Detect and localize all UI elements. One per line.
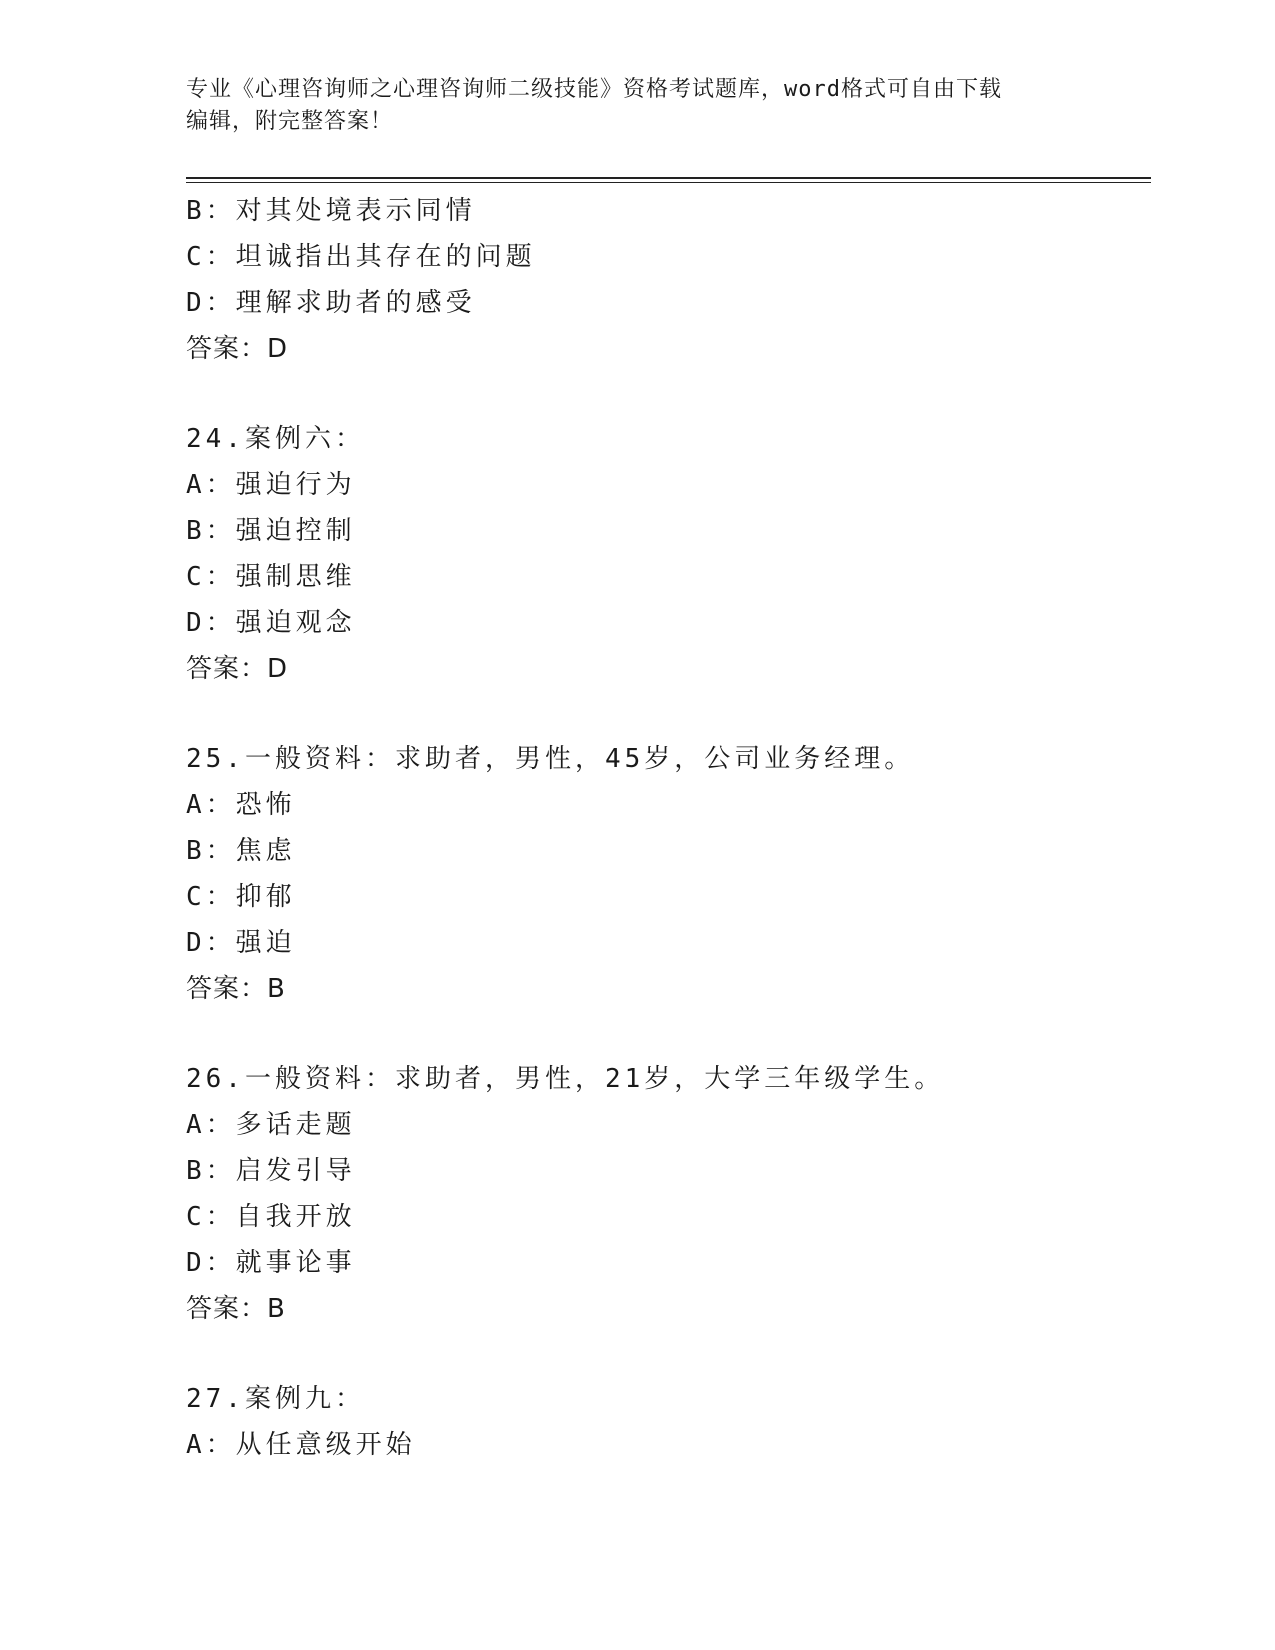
question-stem: 25.一般资料：求助者，男性，45岁，公司业务经理。 xyxy=(186,744,915,774)
question-23-continued xyxy=(186,188,1146,372)
option-a: A：恐怖 xyxy=(186,790,296,820)
option-d: D：理解求助者的感受 xyxy=(186,288,476,318)
header-divider-thick xyxy=(186,177,1151,179)
answer-line: 答案：D xyxy=(186,334,289,364)
answer-line: 答案：D xyxy=(186,654,289,684)
question-stem: 26.一般资料：求助者，男性，21岁，大学三年级学生。 xyxy=(186,1064,945,1094)
question-25 xyxy=(186,736,1146,1012)
document-header xyxy=(186,74,1066,138)
question-26 xyxy=(186,1056,1146,1332)
option-b: B：启发引导 xyxy=(186,1156,356,1186)
option-c: C：坦诚指出其存在的问题 xyxy=(186,242,536,272)
option-a: A：从任意级开始 xyxy=(186,1430,416,1460)
option-d: D：就事论事 xyxy=(186,1248,356,1278)
option-a: A：强迫行为 xyxy=(186,470,356,500)
answer-line: 答案：B xyxy=(186,1294,286,1324)
question-list xyxy=(186,188,1146,1468)
header-line-2: 编辑，附完整答案！ xyxy=(186,109,394,134)
option-d: D：强迫观念 xyxy=(186,608,356,638)
header-divider-thin xyxy=(186,182,1151,183)
option-a: A：多话走题 xyxy=(186,1110,356,1140)
question-stem: 24.案例六： xyxy=(186,424,365,454)
question-24 xyxy=(186,416,1146,692)
option-c: C：自我开放 xyxy=(186,1202,356,1232)
option-b: B：焦虑 xyxy=(186,836,296,866)
header-line-1: 专业《心理咨询师之心理咨询师二级技能》资格考试题库，word格式可自由下载 xyxy=(186,77,1002,102)
option-c: C：抑郁 xyxy=(186,882,296,912)
answer-line: 答案：B xyxy=(186,974,286,1004)
option-b: B：对其处境表示同情 xyxy=(186,196,476,226)
option-b: B：强迫控制 xyxy=(186,516,356,546)
question-27 xyxy=(186,1376,1146,1468)
option-c: C：强制思维 xyxy=(186,562,356,592)
option-d: D：强迫 xyxy=(186,928,296,958)
question-stem: 27.案例九： xyxy=(186,1384,365,1414)
